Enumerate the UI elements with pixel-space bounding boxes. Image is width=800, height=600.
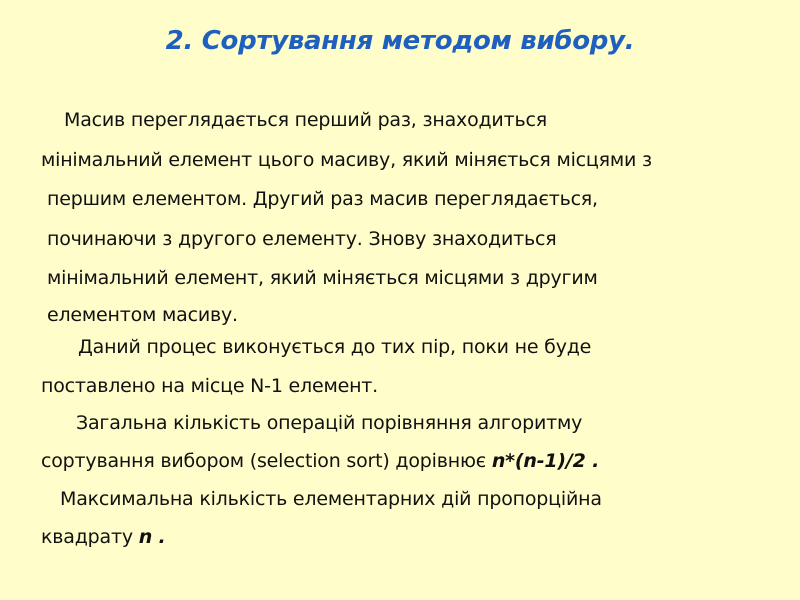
- p2-line-1: Даний процес виконується до тих пір, поки не буде: [78, 336, 592, 358]
- p1-line-6: елементом масиву.: [47, 304, 238, 326]
- p4-line-2-text: квадрату: [41, 526, 139, 548]
- slide-title: [0, 26, 800, 56]
- p3-line-2: [41, 449, 599, 473]
- p1-line-2: мінімальний елемент цього масиву, який міняється місцями з: [41, 149, 652, 171]
- slide-title-dot: .: [624, 26, 635, 56]
- p1-line-5: мінімальний елемент, який міняється місцями з другим: [47, 267, 598, 289]
- p1-line-4: починаючи з другого елементу. Знову знаходиться: [47, 228, 557, 250]
- p4-line-2: [41, 525, 165, 549]
- p2-line-2: поставлено на місце N-1 елемент.: [41, 375, 379, 397]
- comparison-formula: n*(n-1)/2 .: [491, 450, 600, 472]
- p3-line-2-text: сортування вибором (selection sort) дорівнює: [41, 450, 492, 472]
- p1-line-1: Масив переглядається перший раз, знаходиться: [64, 109, 547, 131]
- complexity-formula: n .: [138, 526, 166, 548]
- p4-line-1: Максимальна кількість елементарних дій пропорційна: [60, 488, 602, 510]
- p3-line-1: Загальна кількість операцій порівняння алгоритму: [76, 412, 583, 434]
- p1-line-3: першим елементом. Другий раз масив переглядається,: [47, 188, 598, 210]
- slide-title-text: 2. Сортування методом вибору: [165, 26, 625, 56]
